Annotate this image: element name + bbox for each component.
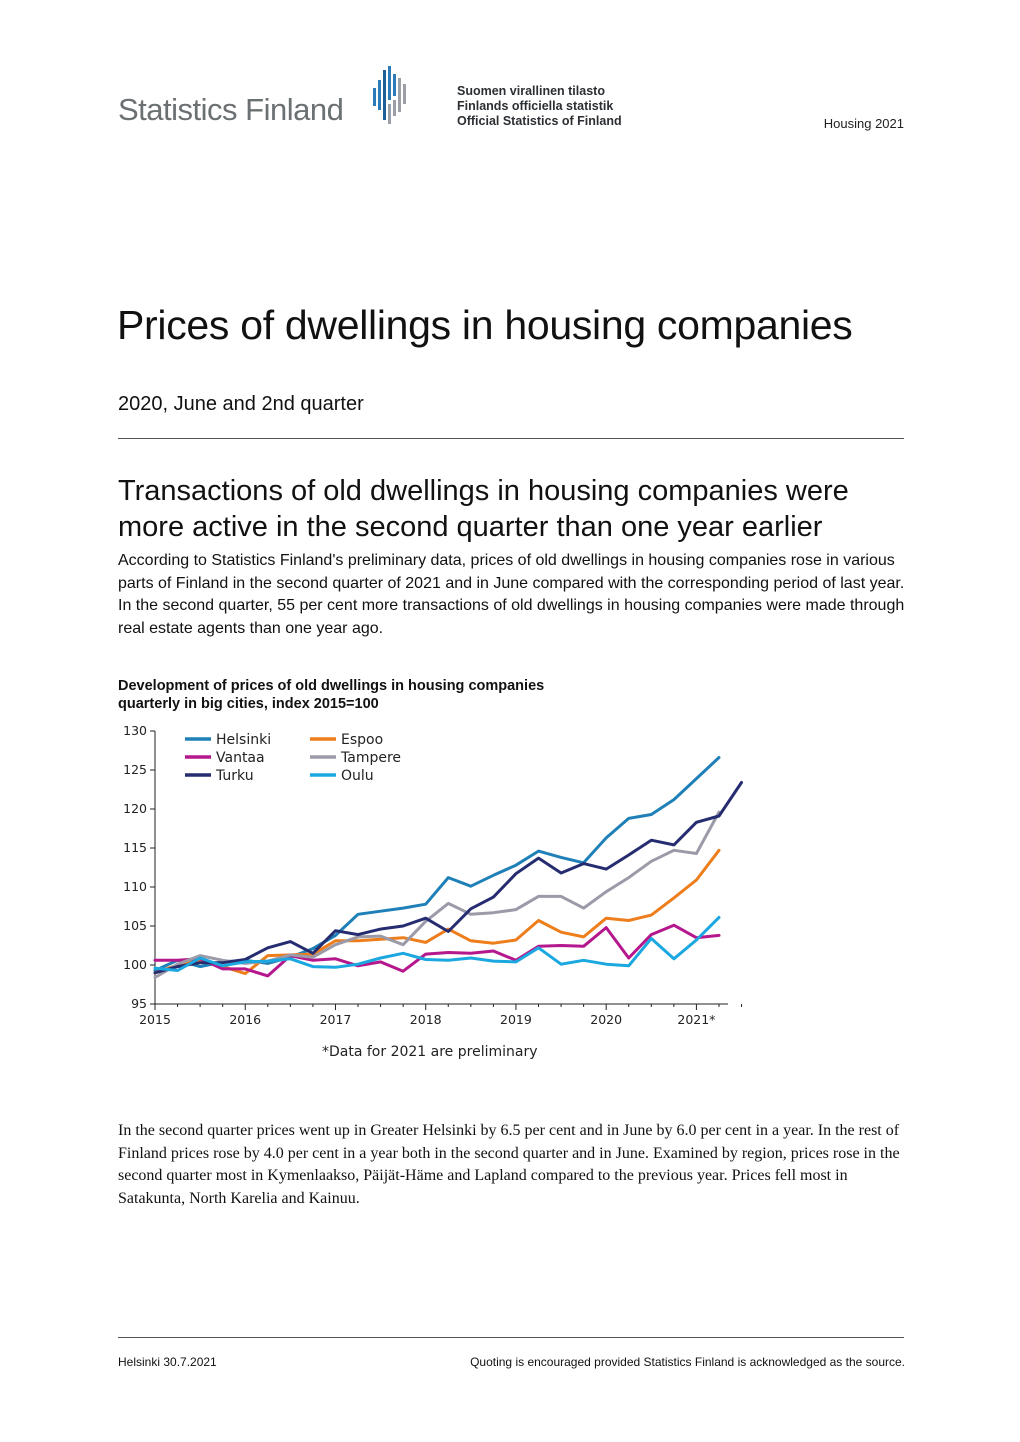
footer-date: Helsinki 30.7.2021 bbox=[118, 1355, 217, 1369]
chart-caption-line-2: quarterly in big cities, index 2015=100 bbox=[118, 696, 379, 712]
legend-label-espoo: Espoo bbox=[341, 732, 384, 748]
logo-text: Statistics Finland bbox=[118, 92, 344, 127]
price-index-chart bbox=[100, 718, 750, 1068]
page-title: Prices of dwellings in housing companies bbox=[117, 302, 853, 348]
legend-label-turku: Turku bbox=[216, 768, 254, 784]
official-line-en: Official Statistics of Finland bbox=[457, 114, 622, 128]
chart-caption bbox=[118, 677, 544, 713]
legend-label-vantaa: Vantaa bbox=[216, 750, 265, 766]
y-tick-label: 105 bbox=[123, 918, 147, 933]
y-tick-label: 130 bbox=[123, 723, 147, 738]
y-tick-label: 95 bbox=[131, 996, 147, 1011]
body-paragraph: In the second quarter prices went up in Greater Helsinki by 6.5 per cent and in June by 6.0 per cent in a year. In the rest of Finland prices rose by 4.0 per cent in a year both in the second quarter and in June. Examined by region, prices rose in the second quarter most in Kymenlaakso, Päijät-Häme and Lapland compared to the previous year. Prices fell most in Satakunta, North Karelia and Kainuu. bbox=[118, 1122, 900, 1207]
y-tick-label: 100 bbox=[123, 957, 147, 972]
period-subtitle: 2020, June and 2nd quarter bbox=[118, 393, 364, 415]
x-tick-label: 2020 bbox=[590, 1012, 623, 1027]
divider-bottom bbox=[118, 1337, 904, 1338]
x-tick-label: 2017 bbox=[319, 1012, 352, 1027]
headline: Transactions of old dwellings in housing companies were more active in the second quarter than one year earlier bbox=[118, 475, 849, 543]
y-tick-label: 110 bbox=[123, 879, 147, 894]
official-line-sv: Finlands officiella statistik bbox=[457, 99, 614, 113]
chart-caption-line-1: Development of prices of old dwellings in housing companies bbox=[118, 678, 545, 694]
y-tick-label: 115 bbox=[123, 840, 147, 855]
legend-label-helsinki: Helsinki bbox=[216, 732, 272, 748]
divider-top bbox=[118, 438, 904, 439]
official-line-fi: Suomen virallinen tilasto bbox=[457, 84, 605, 98]
x-tick-label: 2016 bbox=[229, 1012, 262, 1027]
lead-paragraph: According to Statistics Finland's preliminary data, prices of old dwellings in housing companies rose in various parts of Finland in the second quarter of 2021 and in June compared with the corresponding period of last year. In the second quarter, 55 per cent more transactions of old dwellings in housing companies were made through real estate agents than one year ago. bbox=[118, 552, 905, 637]
series-label: Housing 2021 bbox=[823, 116, 904, 131]
series-line-vantaa bbox=[155, 925, 719, 976]
legend-label-tampere: Tampere bbox=[341, 750, 402, 766]
x-tick-label: 2019 bbox=[500, 1012, 532, 1027]
statistics-finland-logo-icon bbox=[371, 66, 411, 126]
y-tick-label: 120 bbox=[123, 801, 147, 816]
chart-footnote: *Data for 2021 are preliminary bbox=[322, 1044, 538, 1060]
x-tick-label: 2015 bbox=[139, 1012, 171, 1027]
official-statistics-label bbox=[457, 84, 622, 129]
series-line-helsinki bbox=[155, 758, 719, 971]
legend-label-oulu: Oulu bbox=[341, 768, 374, 784]
x-tick-label: 2018 bbox=[409, 1012, 442, 1027]
y-tick-label: 125 bbox=[123, 762, 147, 777]
x-tick-label: 2021* bbox=[677, 1012, 716, 1027]
footer-note: Quoting is encouraged provided Statistics Finland is acknowledged as the source. bbox=[470, 1355, 905, 1369]
